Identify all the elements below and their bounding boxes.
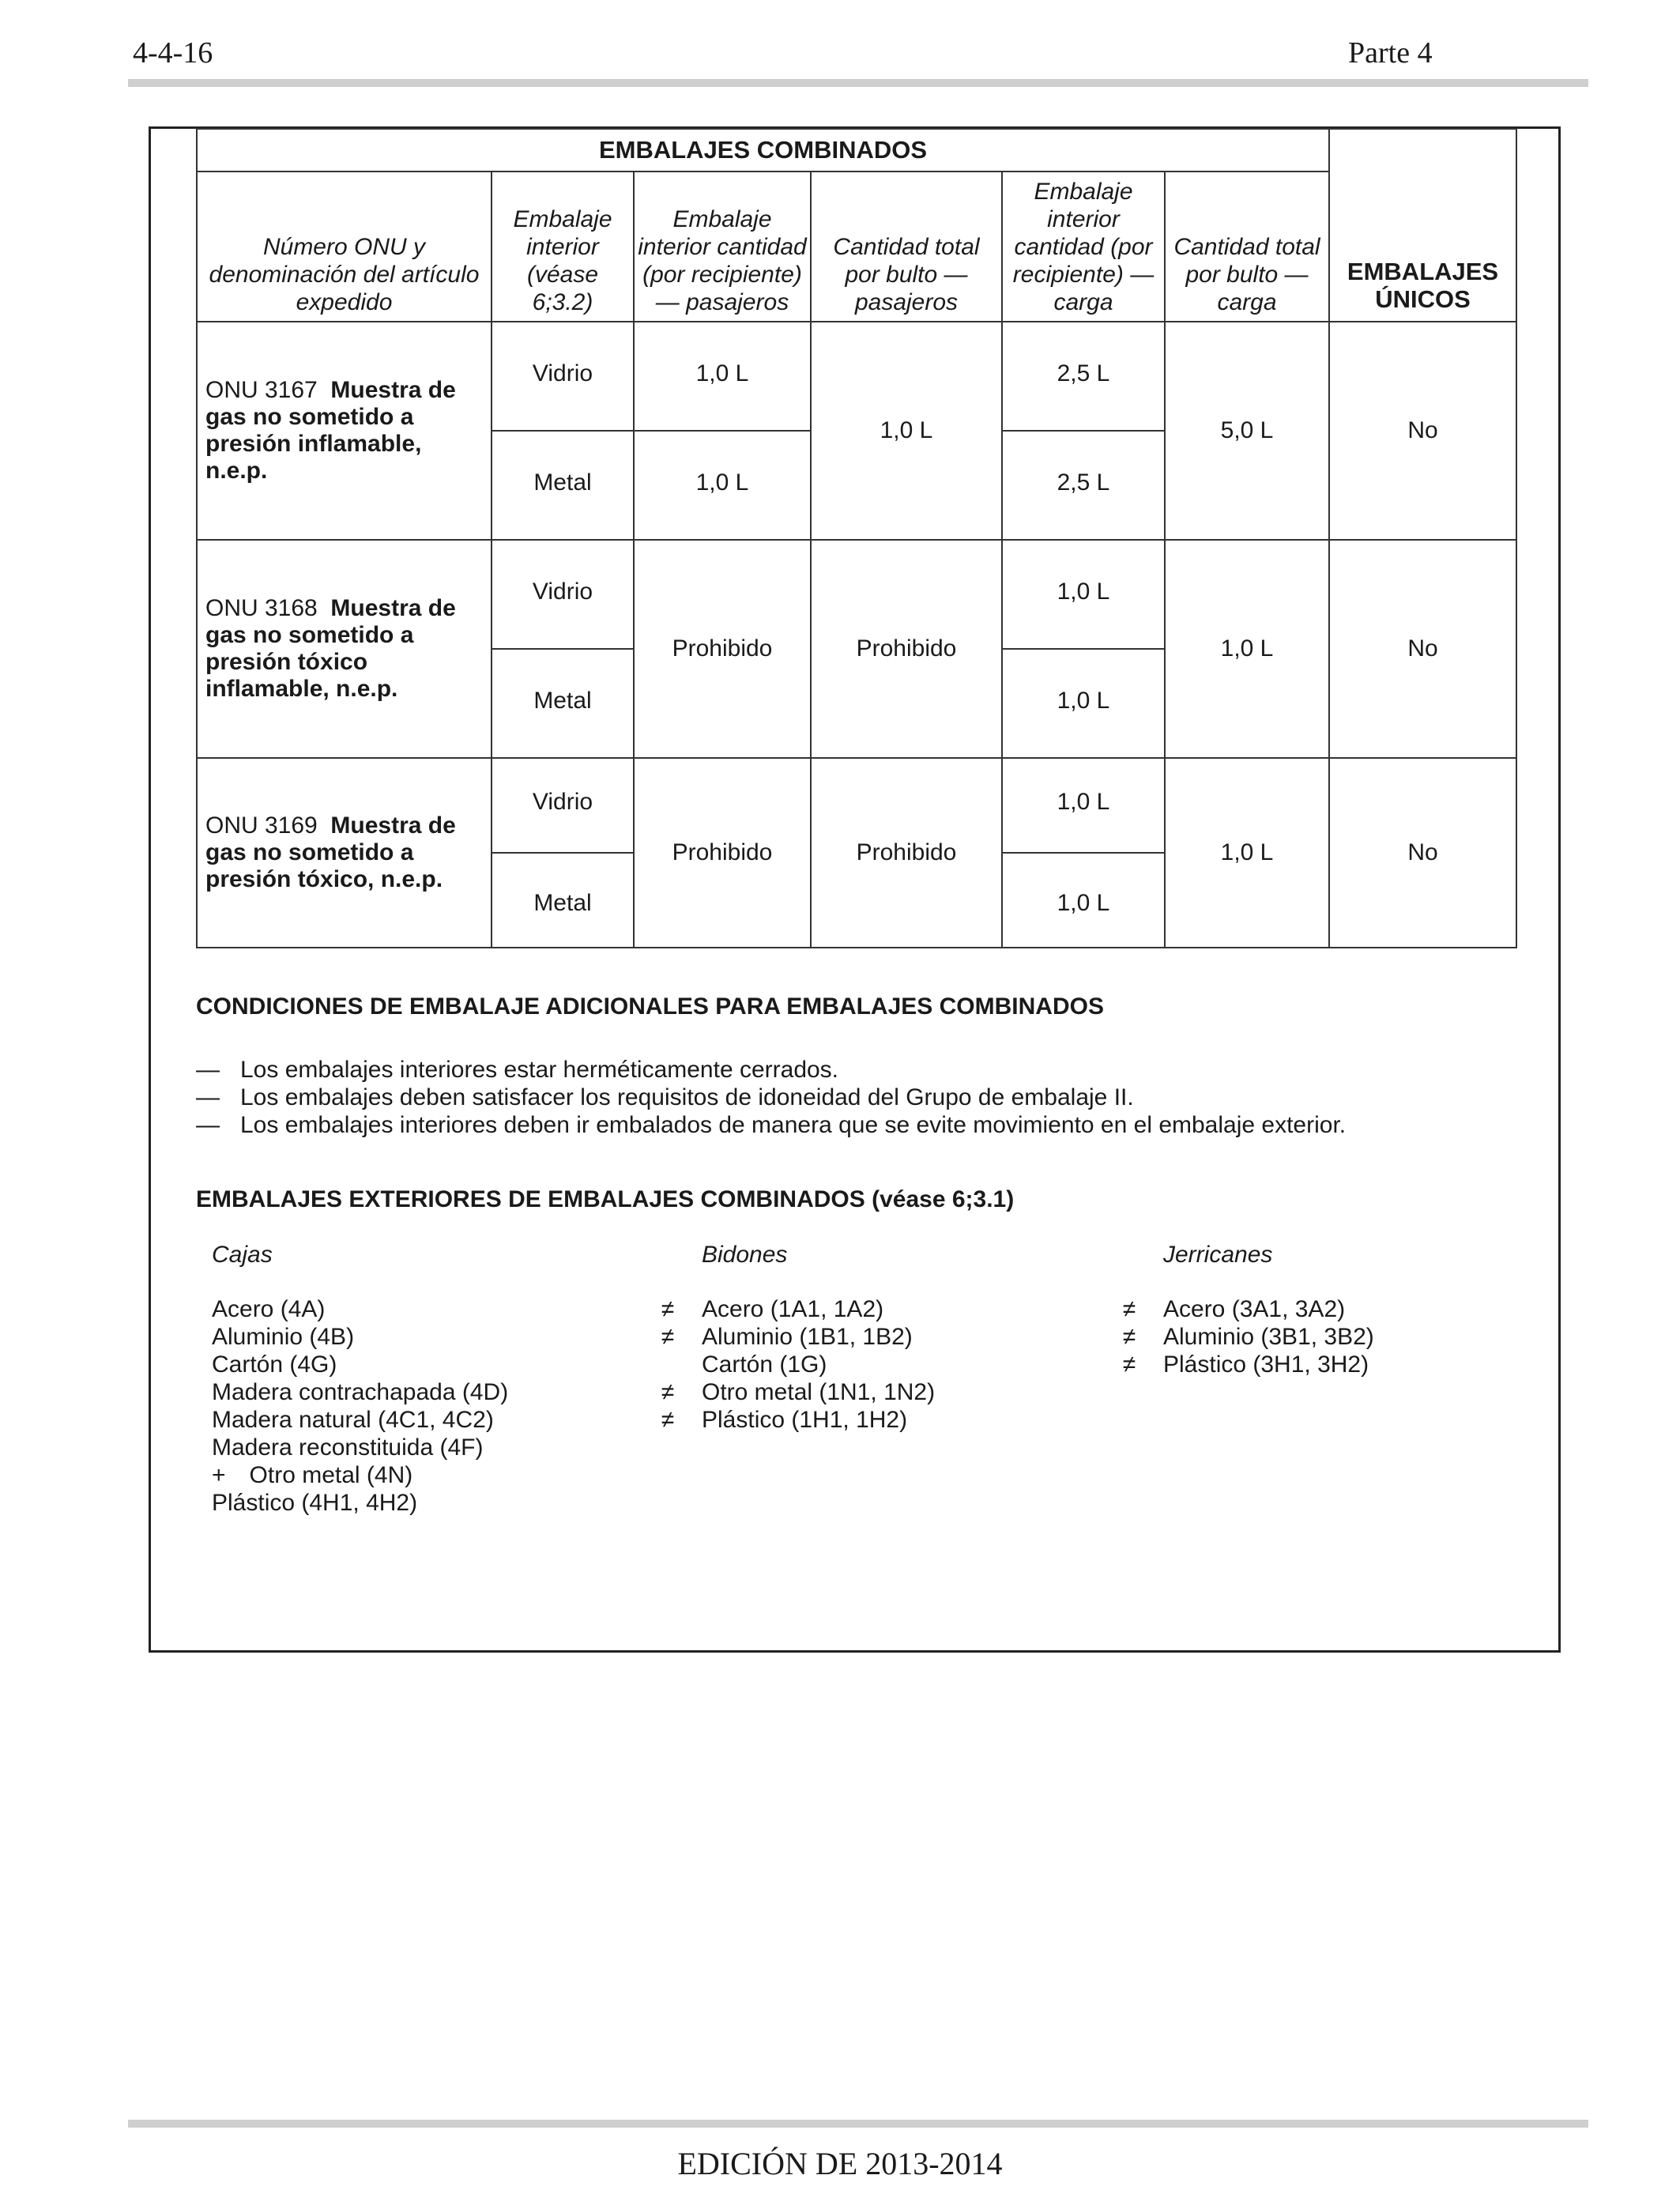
list-item: Madera natural (4C1, 4C2): [212, 1407, 494, 1433]
not-equal-mark: ≠: [1122, 1296, 1136, 1322]
column-header: Embalaje interior (véase 6;3.2): [492, 172, 634, 322]
column-heading: Cajas: [212, 1242, 273, 1268]
inner-packaging: Metal: [492, 853, 634, 948]
inner-qty-cargo: 1,0 L: [1002, 853, 1165, 948]
list-item: Madera reconstituida (4F): [212, 1434, 484, 1461]
page-reference: 4-4-16: [133, 36, 213, 70]
edition-footer: EDICIÓN DE 2013-2014: [677, 2146, 1003, 2181]
outer-column-jerricans: [1122, 1241, 1374, 1378]
total-qty-passenger: Prohibido: [811, 758, 1002, 948]
list-item: [196, 1056, 1346, 1084]
list-item: ≠ Aluminio (1B1, 1B2): [702, 1323, 935, 1351]
single-packagings-header: EMBALAJES ÚNICOS: [1329, 129, 1516, 322]
un-number: ONU 3168: [205, 595, 318, 621]
not-equal-mark: ≠: [1122, 1324, 1136, 1350]
list-item: Cartón (1G): [702, 1351, 827, 1378]
total-qty-cargo: 1,0 L: [1165, 540, 1329, 758]
dash-bullet: —: [196, 1112, 220, 1138]
list-item: + Otro metal (4N): [212, 1462, 413, 1488]
list-item: Cartón (4G): [212, 1351, 337, 1378]
list-item: ≠ Aluminio (3B1, 3B2): [1163, 1323, 1374, 1351]
list-item: Acero (4A): [212, 1296, 326, 1322]
article-name: Muestra de gas no sometido a presión tóxico, n.e.p.: [205, 812, 456, 892]
un-entry: [197, 540, 492, 758]
column-heading: Jerricanes: [1163, 1242, 1273, 1268]
part-reference: Parte 4: [1348, 36, 1433, 70]
list-item: ≠ Plástico (3H1, 3H2): [1163, 1351, 1374, 1378]
un-entry: [197, 322, 492, 540]
inner-qty-passenger: 1,0 L: [634, 322, 811, 431]
list-item: ≠ Otro metal (1N1, 1N2): [702, 1378, 935, 1406]
not-equal-mark: ≠: [661, 1379, 675, 1405]
total-qty-passenger: 1,0 L: [811, 322, 1002, 540]
un-entry: [197, 758, 492, 948]
plus-mark: +: [212, 1462, 226, 1488]
single-packaging: No: [1329, 758, 1516, 948]
inner-packaging: Metal: [492, 431, 634, 540]
not-equal-mark: ≠: [661, 1407, 675, 1433]
list-item: Madera contrachapada (4D): [212, 1379, 509, 1405]
column-header: Cantidad total por bulto — pasajeros: [811, 172, 1002, 322]
inner-packaging: Vidrio: [492, 758, 634, 853]
inner-qty-cargo: 2,5 L: [1002, 322, 1165, 431]
condition-text: Los embalajes deben satisfacer los requisitos de idoneidad del Grupo de embalaje II.: [240, 1084, 1134, 1110]
list-item: ≠ Acero (1A1, 1A2): [702, 1295, 935, 1323]
inner-qty-passenger: Prohibido: [634, 758, 811, 948]
article-name: Muestra de gas no sometido a presión tóxico inflamable, n.e.p.: [205, 595, 456, 702]
article-name: Muestra de gas no sometido a presión inflamable, n.e.p.: [205, 377, 456, 484]
inner-qty-passenger: Prohibido: [634, 540, 811, 758]
column-header: Cantidad total por bulto — carga: [1165, 172, 1329, 322]
not-equal-mark: ≠: [661, 1324, 675, 1350]
table-caption: EMBALAJES COMBINADOS: [197, 129, 1329, 172]
single-packaging: No: [1329, 322, 1516, 540]
column-header: Número ONU y denominación del artículo expedido: [197, 172, 492, 322]
list-item: ≠ Plástico (1H1, 1H2): [702, 1406, 935, 1434]
inner-packaging: Metal: [492, 649, 634, 758]
list-item: Aluminio (4B): [212, 1324, 355, 1350]
total-qty-passenger: Prohibido: [811, 540, 1002, 758]
dash-bullet: —: [196, 1084, 220, 1110]
column-header: Embalaje interior cantidad (por recipiente) — pasajeros: [634, 172, 811, 322]
conditions-title: CONDICIONES DE EMBALAJE ADICIONALES PARA EMBALAJES COMBINADOS: [196, 993, 1104, 1020]
conditions-list: [196, 1056, 1346, 1139]
condition-text: Los embalajes interiores deben ir embalados de manera que se evite movimiento en el embalaje exterior.: [240, 1112, 1347, 1138]
list-item: [196, 1111, 1346, 1139]
total-qty-cargo: 5,0 L: [1165, 322, 1329, 540]
footer-rule: [128, 2120, 1588, 2128]
list-item: [196, 1084, 1346, 1111]
column-heading: Bidones: [702, 1242, 788, 1268]
inner-qty-passenger: 1,0 L: [634, 431, 811, 540]
packing-table: [196, 128, 1517, 948]
inner-qty-cargo: 1,0 L: [1002, 758, 1165, 853]
inner-qty-cargo: 2,5 L: [1002, 431, 1165, 540]
header-rule: [128, 79, 1588, 87]
inner-packaging: Vidrio: [492, 540, 634, 649]
inner-qty-cargo: 1,0 L: [1002, 649, 1165, 758]
outer-packagings-title: EMBALAJES EXTERIORES DE EMBALAJES COMBINADOS (véase 6;3.1): [196, 1186, 1015, 1212]
outer-column-drums: [661, 1241, 936, 1434]
dash-bullet: —: [196, 1057, 220, 1083]
not-equal-mark: ≠: [661, 1296, 675, 1322]
inner-qty-cargo: 1,0 L: [1002, 540, 1165, 649]
condition-text: Los embalajes interiores estar herméticamente cerrados.: [240, 1057, 839, 1083]
list-item: Plástico (4H1, 4H2): [212, 1490, 418, 1516]
column-header: Embalaje interior cantidad (por recipiente) — carga: [1002, 172, 1165, 322]
outer-column-boxes: [212, 1241, 508, 1517]
un-number: ONU 3167: [205, 377, 318, 403]
not-equal-mark: ≠: [1122, 1351, 1136, 1378]
single-packaging: No: [1329, 540, 1516, 758]
list-item: ≠ Acero (3A1, 3A2): [1163, 1295, 1374, 1323]
inner-packaging: Vidrio: [492, 322, 634, 431]
un-number: ONU 3169: [205, 812, 318, 839]
total-qty-cargo: 1,0 L: [1165, 758, 1329, 948]
